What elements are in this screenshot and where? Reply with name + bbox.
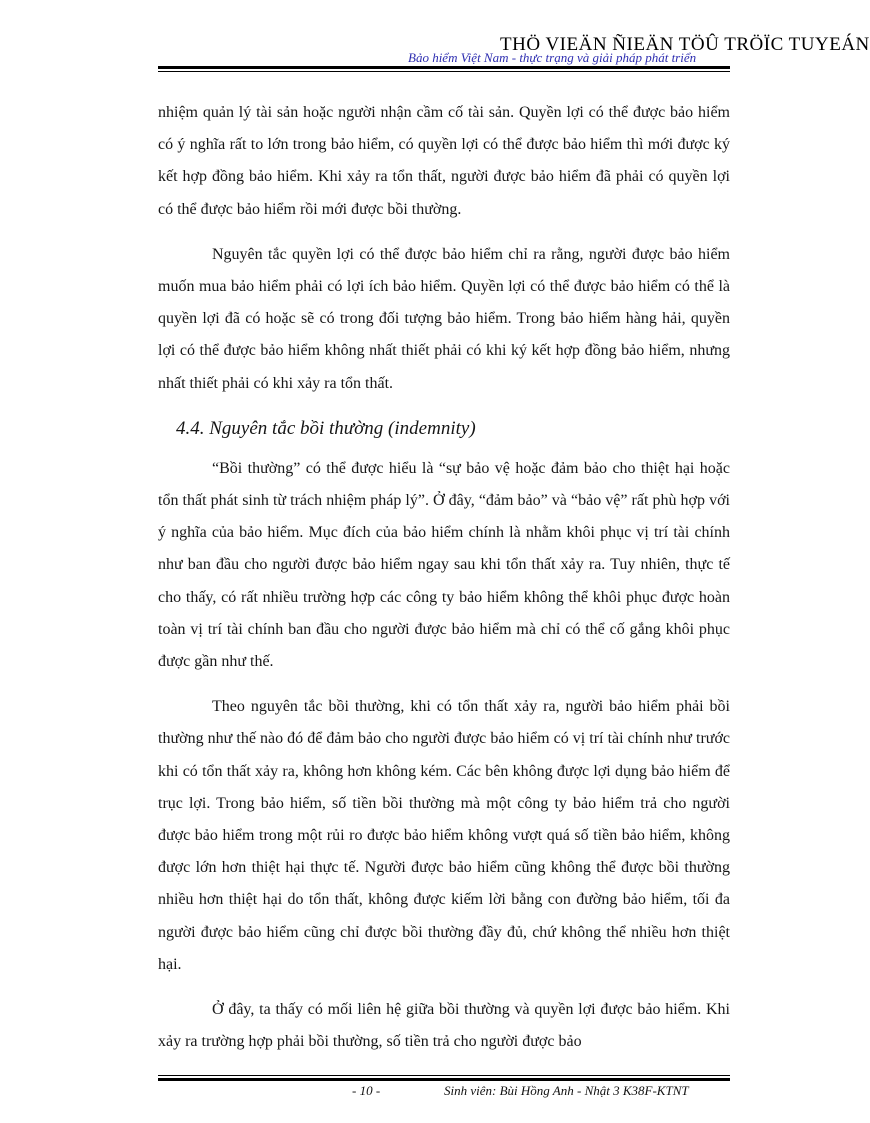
footer-rule-thin bbox=[158, 1075, 730, 1076]
paragraph: “Bồi thường” có thể được hiểu là “sự bảo vệ hoặc đảm bảo cho thiệt hại hoặc tổn thất phát sinh từ trách nhiệm pháp lý”. Ở đây, “đảm bảo” và “bảo vệ” rất phù hợp với ý nghĩa của bảo hiểm. Mục đích của bảo hiểm chính là nhằm khôi phục vị trí tài chính như ban đầu cho người được bảo hiểm ngay sau khi tổn thất xảy ra. Tuy nhiên, thực tế cho thấy, có rất nhiều trường hợp các công ty bảo hiểm không thể khôi phục được hoàn toàn vị trí tài chính ban đầu cho người được bảo hiểm mà chỉ có thể cố gắng khôi phục được gần như thế. bbox=[158, 459, 730, 671]
paragraph: Theo nguyên tắc bồi thường, khi có tổn thất xảy ra, người bảo hiểm phải bồi thường như thế nào đó để đảm bảo cho người được bảo hiểm có vị trí tài chính như trước khi có tổn thất xảy ra, không hơn không kém. Các bên không được lợi dụng bảo hiểm để trục lợi. Trong bảo hiểm, số tiền bồi thường mà một công ty bảo hiểm trả cho người được bảo hiểm trong một rủi ro được bảo hiểm không vượt quá số tiền bảo hiểm, không được lớn hơn thiệt hại thực tế. Người được bảo hiểm cũng không thể được bồi thường nhiều hơn thiệt hại do tổn thất, không được kiếm lời bằng con đường bảo hiểm, tối đa người được bảo hiểm cũng chỉ được bồi thường đầy đủ, chứ không thể nhiều hơn thiệt hại. bbox=[158, 698, 730, 973]
watermark-text: THÖ VIEÄN ÑIEÄN TÖÛ TRÖÏC TUYEÁN bbox=[500, 34, 870, 55]
header-rule bbox=[158, 66, 730, 69]
footer-rule bbox=[158, 1078, 730, 1081]
page-number: - 10 - bbox=[352, 1083, 381, 1098]
page-content bbox=[158, 97, 730, 1071]
running-title: Bảo hiểm Việt Nam - thực trạng và giải pháp phát triển bbox=[408, 50, 697, 65]
footer-author: Sinh viên: Bùi Hồng Anh - Nhật 3 K38F-KTNT bbox=[444, 1083, 689, 1098]
paragraph: Nguyên tắc quyền lợi có thể được bảo hiểm chỉ ra rằng, người được bảo hiểm muốn mua bảo hiểm phải có lợi ích bảo hiểm. Quyền lợi có thể được bảo hiểm có thể là quyền lợi đã có hoặc sẽ có trong đối tượng bảo hiểm. Trong bảo hiểm hàng hải, quyền lợi có thể được bảo hiểm không nhất thiết phải có khi ký kết hợp đồng bảo hiểm, nhưng nhất thiết phải có khi xảy ra tổn thất. bbox=[158, 245, 730, 392]
section-heading: 4.4. Nguyên tắc bồi thường (indemnity) bbox=[176, 417, 476, 439]
paragraph: nhiệm quản lý tài sản hoặc người nhận cầm cố tài sản. Quyền lợi có thể được bảo hiểm có ý nghĩa rất to lớn trong bảo hiểm, có quyền lợi có thể được bảo hiểm thì mới được ký kết hợp đồng bảo hiểm. Khi xảy ra tổn thất, người được bảo hiểm đã phải có quyền lợi có thể được bảo hiểm rồi mới được bồi thường. bbox=[158, 104, 730, 218]
header-rule-thin bbox=[158, 71, 730, 72]
paragraph: Ở đây, ta thấy có mối liên hệ giữa bồi thường và quyền lợi được bảo hiểm. Khi xảy ra trường hợp phải bồi thường, số tiền trả cho người được bảo bbox=[158, 1001, 730, 1051]
